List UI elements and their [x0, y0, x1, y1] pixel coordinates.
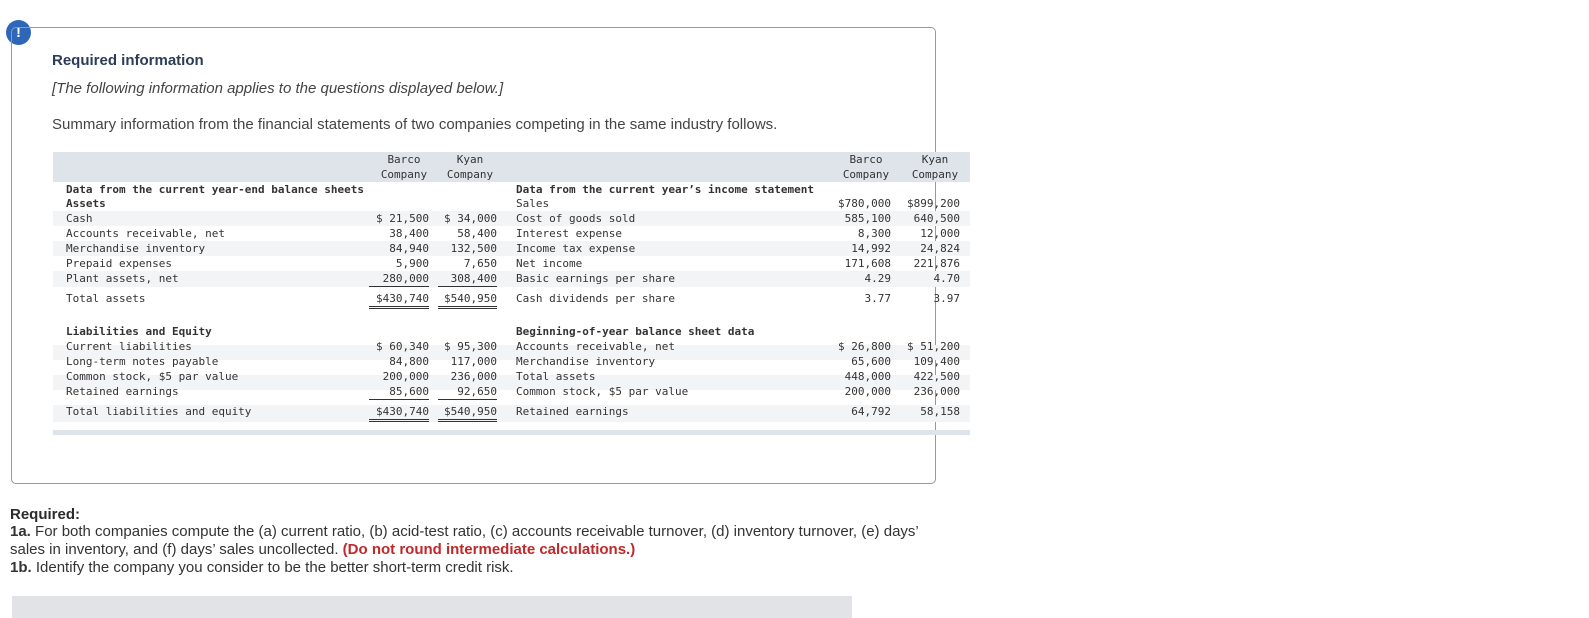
row-label: Income tax expense [516, 242, 636, 255]
total-kyan: $540,950 [438, 405, 497, 422]
value-kyan: 236,000 [450, 370, 497, 383]
value-barco: 64,792 [851, 405, 891, 418]
value-kyan: $ 95,300 [444, 340, 497, 353]
info-summary: Summary information from the financial statements of two companies competing in the same industry follows. [52, 116, 778, 133]
footer-band [53, 430, 970, 435]
row-label: Common stock, $5 par value [516, 385, 689, 398]
value-barco: 14,992 [851, 242, 891, 255]
value-kyan: 109,400 [913, 355, 960, 368]
row-label: Retained earnings [66, 385, 179, 398]
section-heading: Liabilities and Equity [66, 325, 212, 338]
row-label: Retained earnings [516, 405, 629, 418]
value-kyan: $899,200 [907, 197, 960, 210]
col-header-barco: Barco [387, 153, 421, 166]
answer-tabs-bar [12, 596, 852, 618]
row-label: Cash dividends per share [516, 292, 675, 305]
row-label: Cost of goods sold [516, 212, 636, 225]
row-label: Interest expense [516, 227, 622, 240]
value-kyan: 58,158 [920, 405, 960, 418]
value-barco: 4.29 [864, 272, 891, 285]
question-1b [10, 559, 514, 576]
section-heading: Data from the current year’s income statement [516, 183, 815, 196]
value-barco: 84,940 [389, 242, 429, 255]
value-barco: $ 60,340 [376, 340, 429, 353]
value-kyan: 4.70 [933, 272, 960, 285]
value-kyan: 92,650 [438, 385, 497, 400]
value-barco: 280,000 [369, 272, 429, 287]
row-label: Common stock, $5 par value [66, 370, 239, 383]
value-kyan: 7,650 [463, 257, 497, 270]
row-label: Cash [66, 212, 93, 225]
row-label: Merchandise inventory [66, 242, 206, 255]
value-kyan: $ 51,200 [907, 340, 960, 353]
value-kyan: 117,000 [450, 355, 497, 368]
value-kyan: 3.97 [933, 292, 960, 305]
value-kyan: 58,400 [457, 227, 497, 240]
calculation-note: (Do not round intermediate calculations.) [342, 541, 636, 558]
col-header-barco: Barco [849, 153, 883, 166]
section-heading: Beginning-of-year balance sheet data [516, 325, 755, 338]
row-label: Accounts receivable, net [66, 227, 225, 240]
value-barco: 200,000 [382, 370, 429, 383]
value-kyan: 24,824 [920, 242, 960, 255]
col-header-kyan: Kyan [921, 153, 949, 166]
row-label: Current liabilities [66, 340, 192, 353]
value-barco: 5,900 [395, 257, 429, 270]
value-barco: 65,600 [851, 355, 891, 368]
row-label: Prepaid expenses [66, 257, 172, 270]
info-title: Required information [52, 52, 204, 69]
value-barco: $ 21,500 [376, 212, 429, 225]
row-label: Total liabilities and equity [66, 405, 252, 418]
row-label: Accounts receivable, net [516, 340, 675, 353]
row-label: Merchandise inventory [516, 355, 656, 368]
value-kyan: $ 34,000 [444, 212, 497, 225]
value-kyan: 12,000 [920, 227, 960, 240]
alert-icon: ! [6, 20, 31, 45]
col-header-barco: Company [380, 168, 428, 181]
question-1a-cont [10, 541, 635, 558]
value-kyan: 422,500 [913, 370, 960, 383]
value-barco: 3.77 [864, 292, 891, 305]
question-1a [10, 523, 919, 540]
col-header-barco: Company [842, 168, 890, 181]
value-kyan: 640,500 [913, 212, 960, 225]
row-label: Plant assets, net [66, 272, 179, 285]
row-label: Sales [516, 197, 550, 210]
value-barco: 200,000 [844, 385, 891, 398]
value-barco: 84,800 [389, 355, 429, 368]
col-header-kyan: Company [446, 168, 494, 181]
financial-data-table [53, 152, 970, 437]
row-label: Net income [516, 257, 583, 270]
value-barco: 171,608 [844, 257, 891, 270]
info-subtitle: [The following information applies to the questions displayed below.] [52, 80, 504, 97]
question-text: Identify the company you consider to be the better short-term credit risk. [31, 559, 514, 576]
total-barco: $430,740 [369, 405, 429, 422]
total-barco: $430,740 [369, 292, 429, 309]
question-number: 1a. [10, 523, 31, 540]
total-kyan: $540,950 [438, 292, 497, 309]
col-header-kyan: Kyan [456, 153, 484, 166]
section-heading: Data from the current year-end balance sheets [66, 183, 365, 196]
row-label: Total assets [516, 370, 596, 383]
value-barco: 585,100 [844, 212, 891, 225]
value-barco: $ 26,800 [838, 340, 891, 353]
value-kyan: 308,400 [438, 272, 497, 287]
required-heading: Required: [10, 506, 81, 523]
row-label: Total assets [66, 292, 146, 305]
row-label: Long-term notes payable [66, 355, 219, 368]
value-kyan: 221,876 [913, 257, 960, 270]
value-barco: $780,000 [838, 197, 891, 210]
col-header-kyan: Company [911, 168, 959, 181]
row-label: Basic earnings per share [516, 272, 675, 285]
question-number: 1b. [10, 559, 32, 576]
value-barco: 38,400 [389, 227, 429, 240]
value-barco: 85,600 [369, 385, 429, 400]
value-barco: 8,300 [857, 227, 891, 240]
question-text: For both companies compute the (a) current ratio, (b) acid-test ratio, (c) accounts receivable turnover, (d) inventory turnover, (e) days’ [30, 523, 919, 540]
question-text: sales in inventory, and (f) days’ sales uncollected. [10, 541, 343, 558]
value-kyan: 236,000 [913, 385, 960, 398]
section-heading: Assets [66, 197, 106, 210]
value-barco: 448,000 [844, 370, 891, 383]
value-kyan: 132,500 [450, 242, 497, 255]
